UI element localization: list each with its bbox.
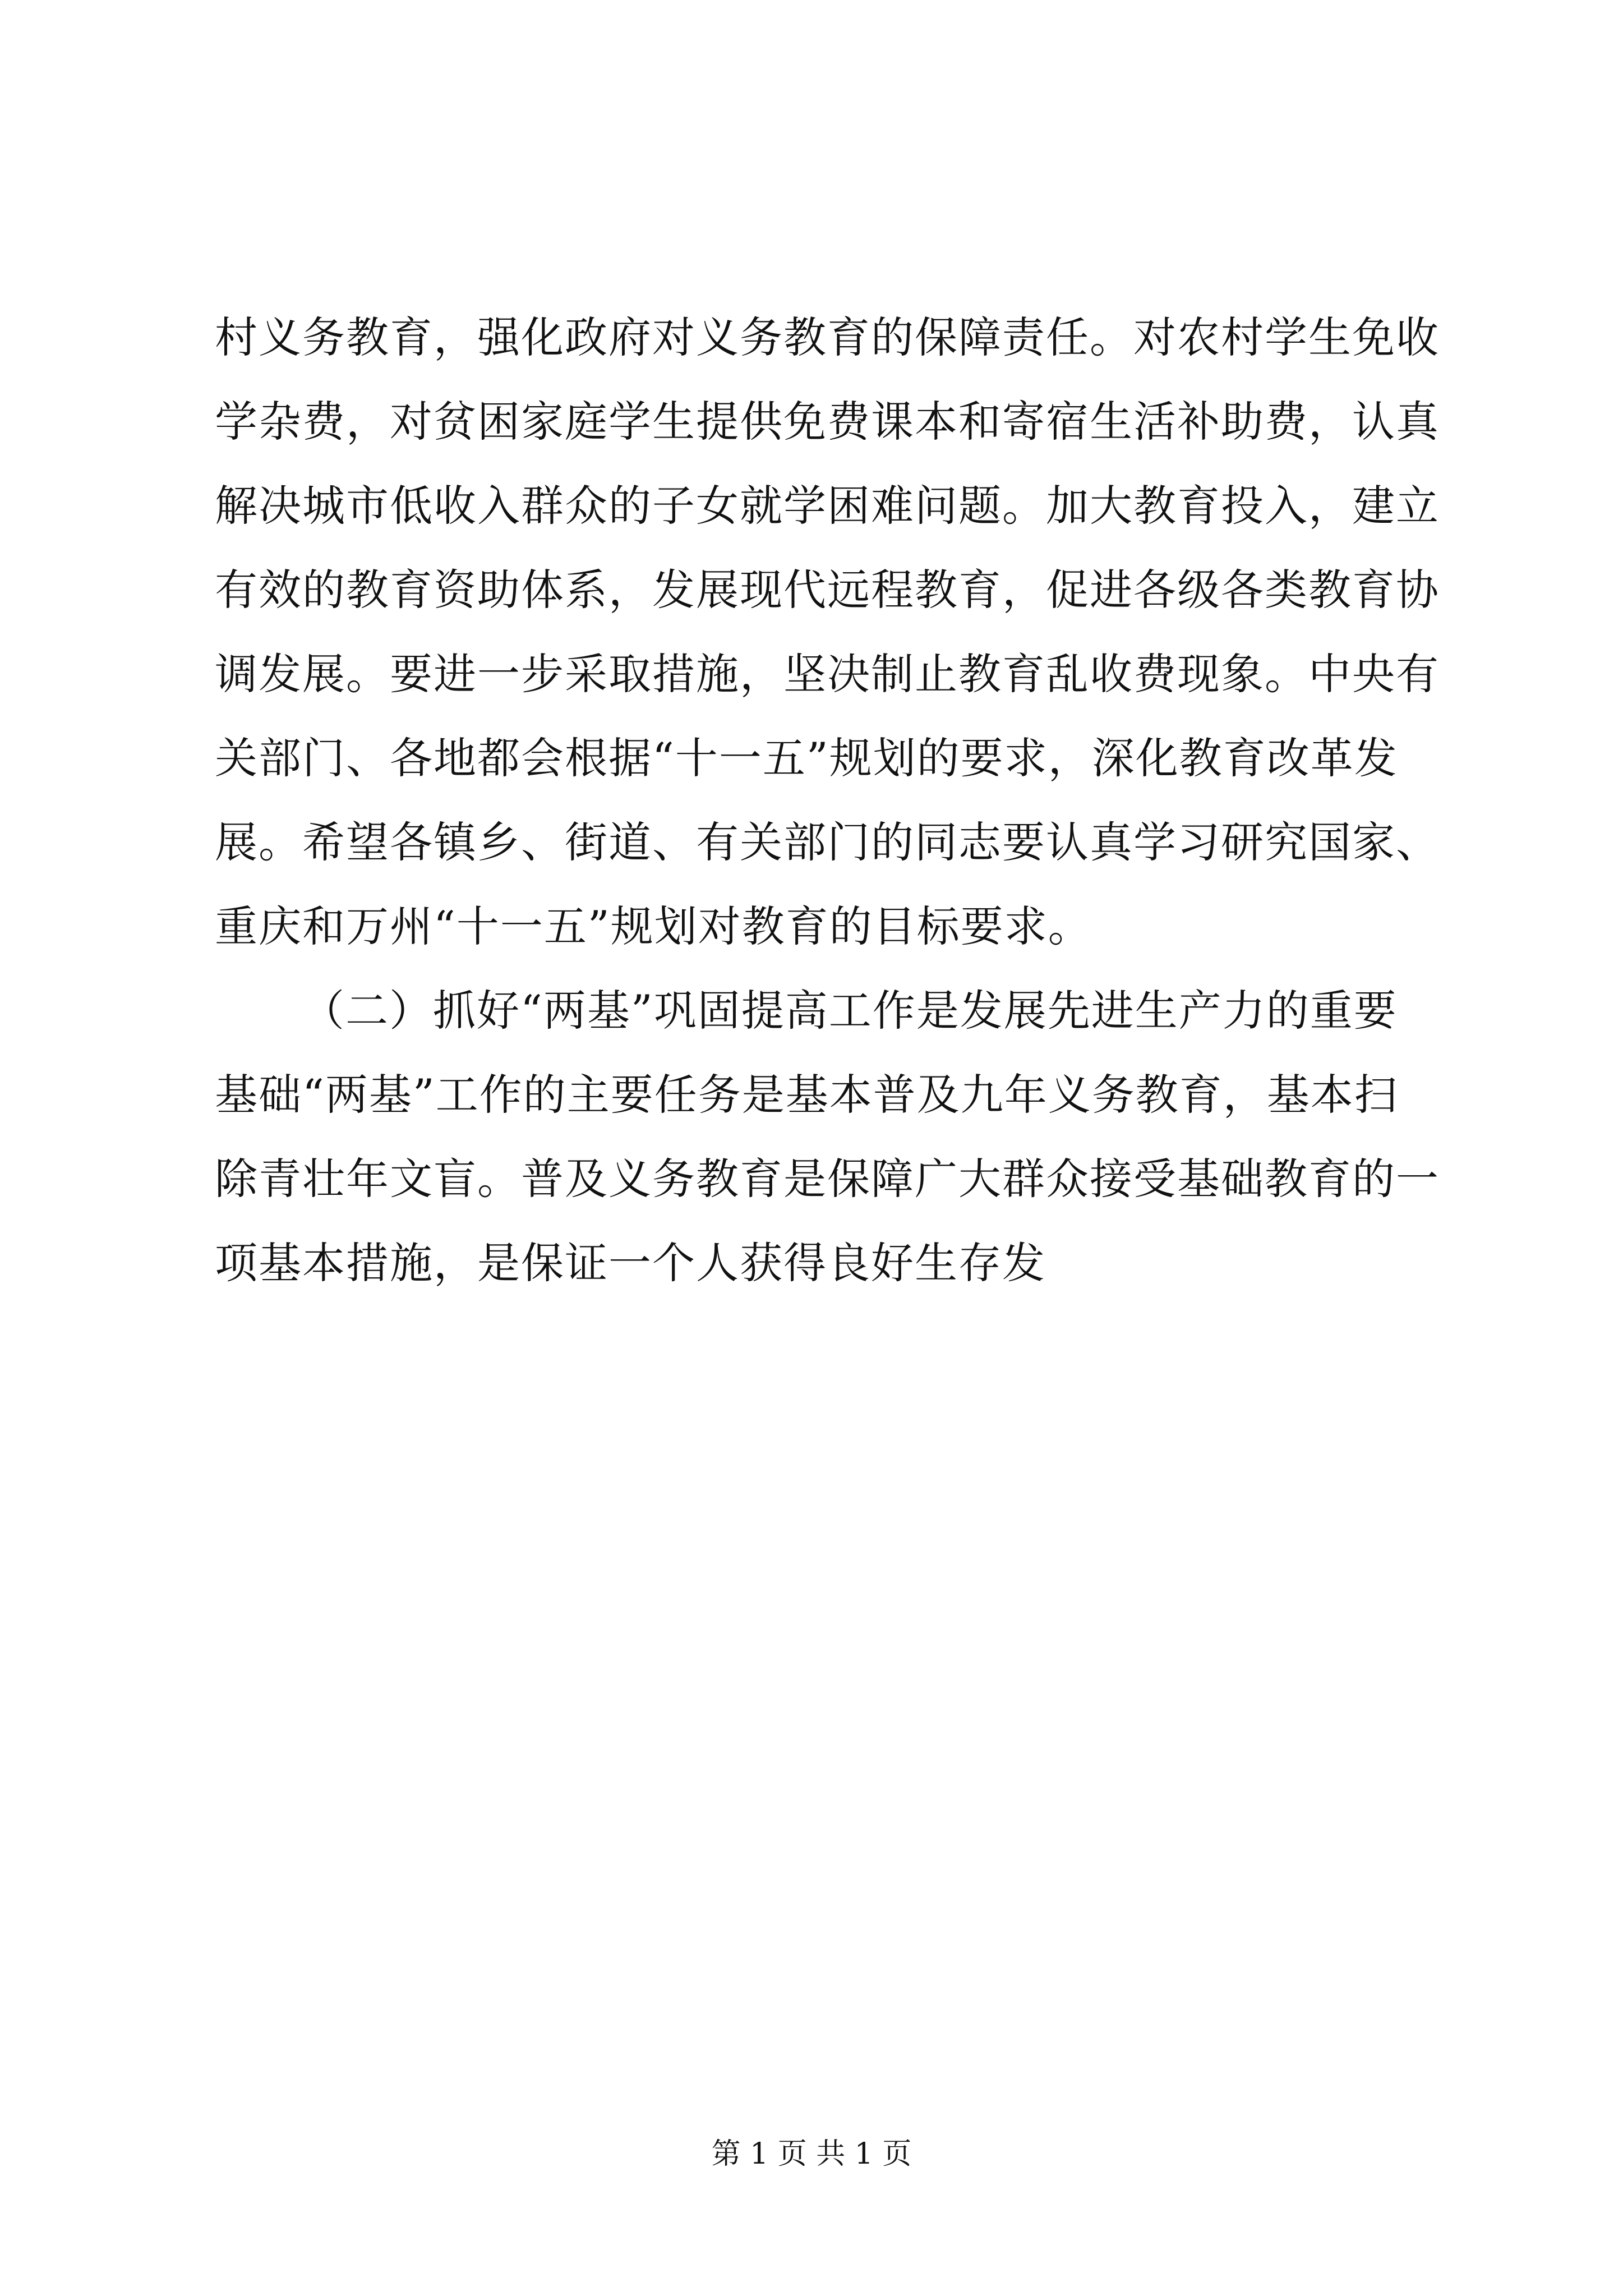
section-heading-line: （二）抓好“两基”巩固提高工作是发展先进生产力的重要 — [302, 986, 1398, 1036]
text-line: 基础“两基”工作的主要任务是基本普及九年义务教育，基本扫 — [215, 1070, 1398, 1120]
text-line: 解决城市低收入群众的子女就学困难问题。加大教育投入，建立 — [215, 481, 1440, 531]
text-line: 村义务教育，强化政府对义务教育的保障责任。对农村学生免收 — [215, 312, 1440, 362]
text-line: 学杂费，对贫困家庭学生提供免费课本和寄宿生活补助费，认真 — [215, 397, 1440, 447]
text-line: 项基本措施，是保证一个人获得良好生存发 — [215, 1238, 1046, 1288]
page-number-footer: 第 1 页 共 1 页 — [711, 2137, 912, 2171]
text-line: 展。希望各镇乡、街道、有关部门的同志要认真学习研究国家、 — [215, 817, 1440, 867]
text-line: 有效的教育资助体系，发展现代远程教育，促进各级各类教育协 — [215, 565, 1440, 615]
text-line: 调发展。要进一步采取措施，坚决制止教育乱收费现象。中央有 — [215, 649, 1440, 699]
text-line: 关部门、各地都会根据“十一五”规划的要求，深化教育改革发 — [215, 733, 1398, 783]
text-line: 除青壮年文盲。普及义务教育是保障广大群众接受基础教育的一 — [215, 1154, 1440, 1204]
text-line: 重庆和万州“十一五”规划对教育的目标要求。 — [215, 901, 1092, 951]
